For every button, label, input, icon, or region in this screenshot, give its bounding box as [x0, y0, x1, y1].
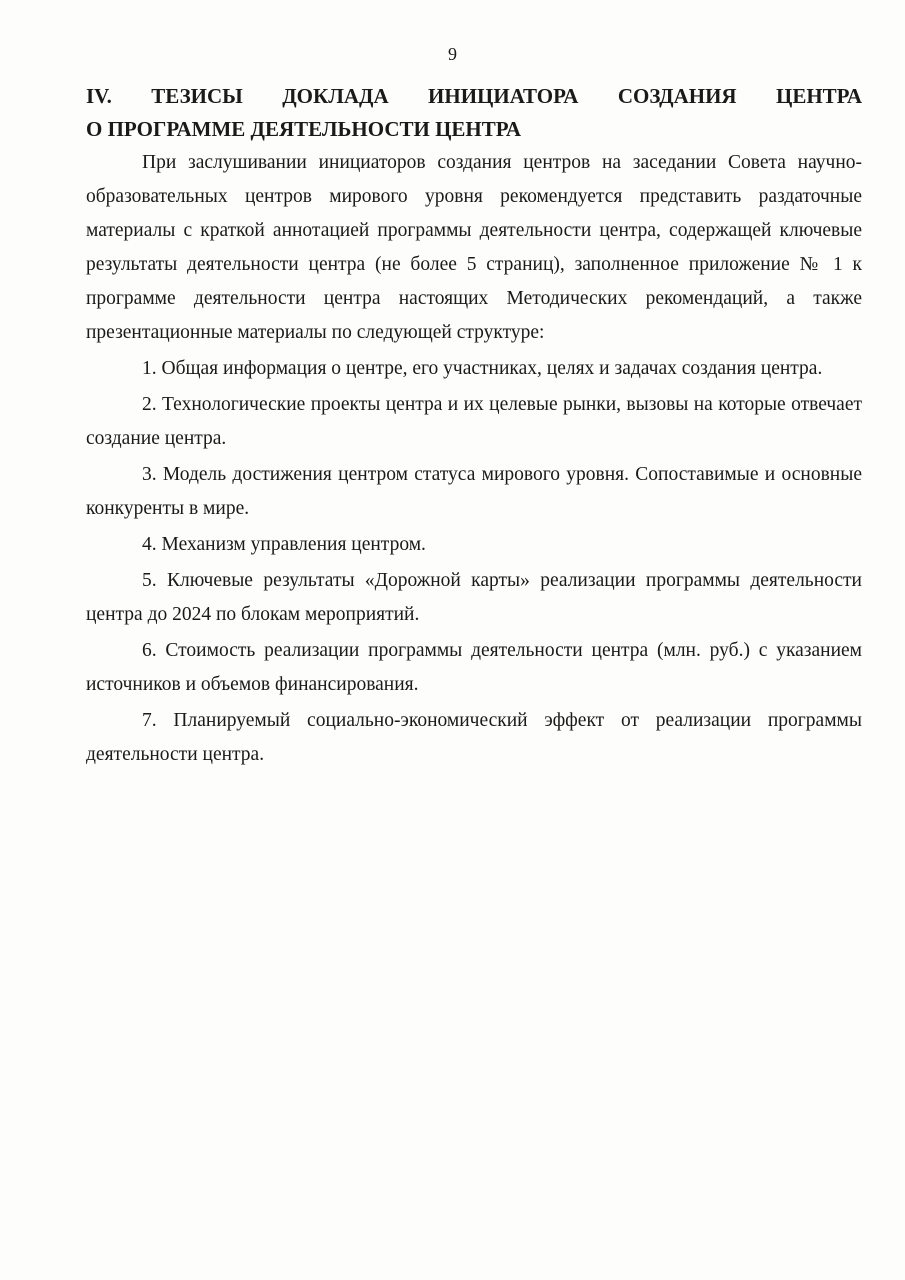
section-heading-line-1: IV. ТЕЗИСЫ ДОКЛАДА ИНИЦИАТОРА СОЗДАНИЯ ЦЕНТРА: [86, 84, 862, 108]
list-item: 7. Планируемый социально-экономический эффект от реализации программы деятельности центра.: [86, 710, 862, 765]
intro-paragraph: При заслушивании инициаторов создания центров на заседании Совета научно-образовательных центров мирового уровня рекомендуется представить раздаточные материалы с краткой аннотацией программы деятельности центра, содержащей ключевые результаты деятельности центра (не более 5 страниц), заполненное приложение № 1 к программе деятельности центра настоящих Методических рекомендаций, а также презентационные материалы по следующей структуре:: [86, 152, 862, 343]
section-heading: [86, 80, 862, 146]
list-item: 5. Ключевые результаты «Дорожной карты» реализации программы деятельности центра до 2024 по блокам мероприятий.: [86, 570, 862, 625]
document-body: [86, 80, 862, 772]
list-item: 1. Общая информация о центре, его участниках, целях и задачах создания центра.: [142, 358, 823, 379]
section-heading-line-2: О ПРОГРАММЕ ДЕЯТЕЛЬНОСТИ ЦЕНТРА: [86, 117, 522, 141]
list-item: 6. Стоимость реализации программы деятельности центра (млн. руб.) с указанием источников и объемов финансирования.: [86, 640, 862, 695]
list-item: 4. Механизм управления центром.: [142, 534, 426, 555]
list-item: 3. Модель достижения центром статуса мирового уровня. Сопоставимые и основные конкуренты в мире.: [86, 464, 862, 519]
list-item: 2. Технологические проекты центра и их целевые рынки, вызовы на которые отвечает создание центра.: [86, 394, 862, 449]
page-number: 9: [448, 44, 457, 64]
